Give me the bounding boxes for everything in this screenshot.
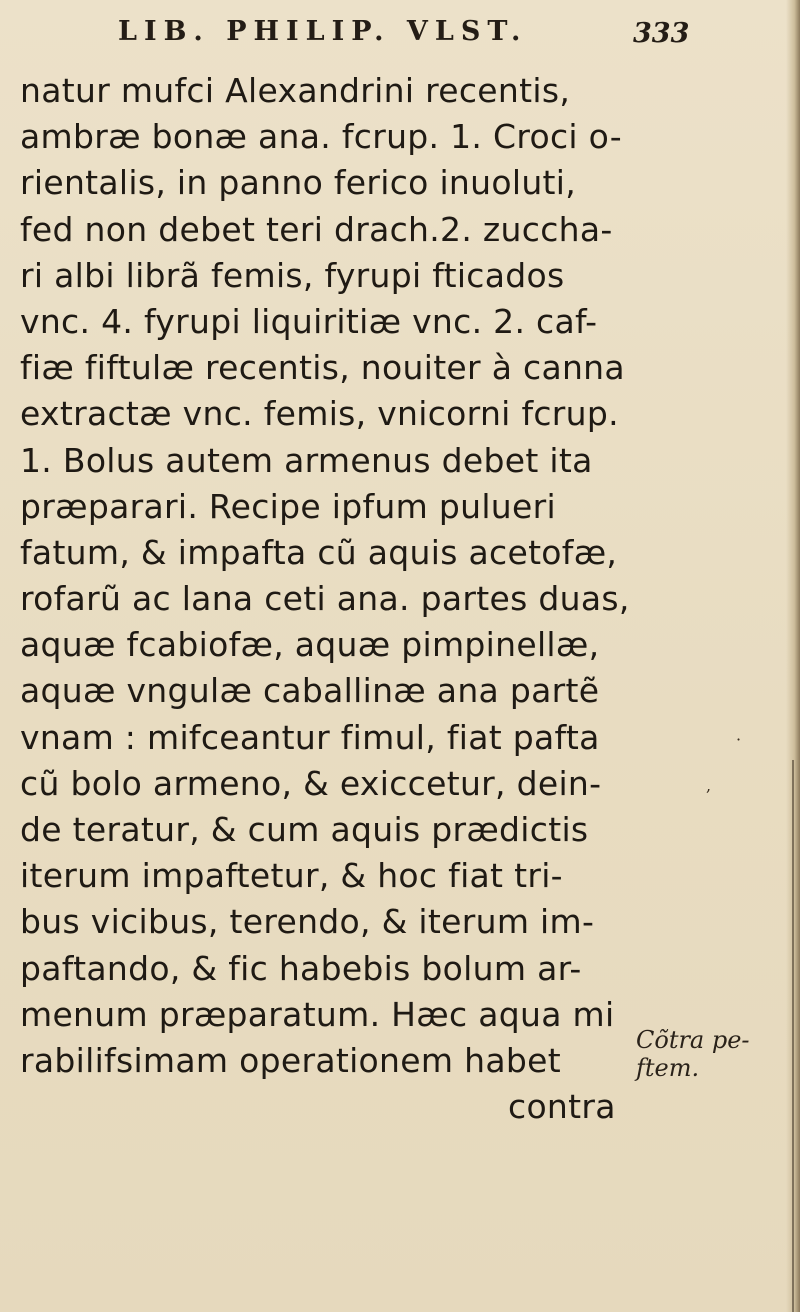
text-line-16: cũ bolo armeno, & exiccetur, dein- [20,763,602,803]
text-line-8: extractæ vnc. femis, vnicorni fcrup. [20,394,619,434]
text-line-18: iterum impaftetur, & hoc fiat tri- [20,856,563,896]
text-line-9: 1. Bolus autem armenus debet ita [20,440,593,480]
margin-note [636,1026,796,1082]
page-header [118,16,690,62]
text-line-12: rofarũ ac lana ceti ana. partes duas, [20,579,630,619]
text-line-10: præparari. Recipe ipfum pulueri [20,486,556,526]
ink-speck: , [706,776,712,795]
page-number: 333 [633,18,690,49]
text-line-14: aquæ vngulæ caballinæ ana partẽ [20,671,600,711]
text-line-1: natur mufci Alexandrini recentis, [20,71,571,110]
text-line-15: vnam : mifceantur fimul, fiat pafta [20,717,600,757]
text-line-2: ambræ bonæ ana. fcrup. 1. Croci o- [20,117,622,157]
text-line-11: fatum, & impafta cũ aquis acetofæ, [20,532,618,572]
margin-note-line-1: Cõtra pe- [636,1026,750,1054]
text-line-3: rientalis, in panno ferico inuoluti, [20,163,577,203]
text-line-20: paftando, & fic habebis bolum ar- [20,948,582,988]
text-line-5: ri albi librã femis, fyrupi fticados [20,255,565,295]
text-line-17: de teratur, & cum aquis prædictis [20,810,589,849]
running-head: LIB. PHILIP. VLST. [118,16,528,47]
text-line-22: rabilifsimam operationem habet [20,1040,561,1080]
text-line-6: vnc. 4. fyrupi liquiritiæ vnc. 2. caf- [20,301,598,341]
text-line-13: aquæ fcabiofæ, aquæ pimpinellæ, [20,625,600,665]
margin-note-line-2: ftem. [636,1054,700,1082]
ink-speck: · [736,730,742,749]
text-line-19: bus vicibus, terendo, & iterum im- [20,902,595,942]
text-line-7: fiæ fiftulæ recentis, nouiter à canna [20,348,625,388]
catchword: contra [508,1087,616,1127]
text-line-4: fed non debet teri drach.2. zuccha- [20,209,613,249]
main-text [20,68,640,1130]
text-line-21: menum præparatum. Hæc aqua mi [20,994,615,1034]
